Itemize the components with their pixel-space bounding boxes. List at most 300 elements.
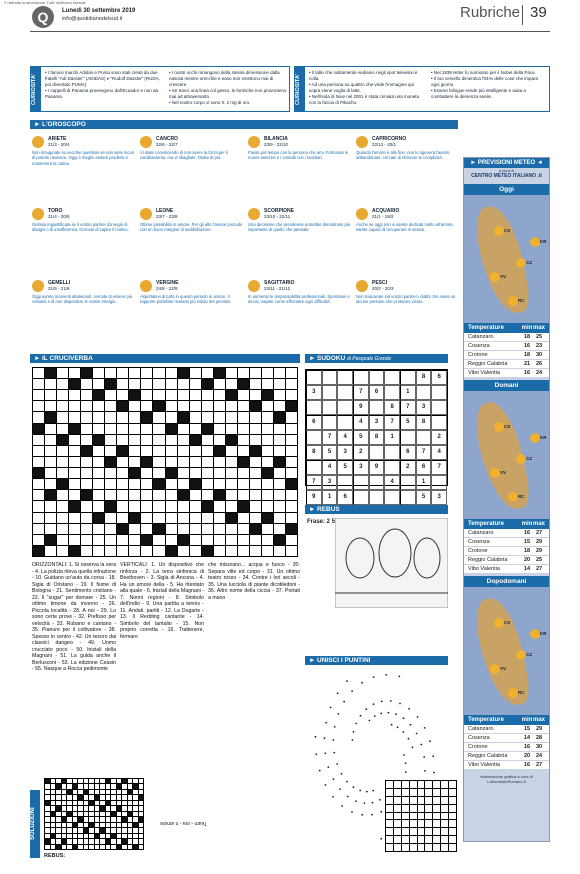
crossword-cell[interactable] — [45, 390, 56, 400]
crossword-cell[interactable] — [153, 524, 164, 534]
crossword-cell[interactable] — [153, 424, 164, 434]
crossword-cell[interactable] — [178, 424, 189, 434]
puzzle-dot[interactable] — [351, 811, 353, 813]
crossword-cell[interactable] — [226, 424, 237, 434]
crossword-cell[interactable] — [286, 446, 297, 456]
crossword-cell[interactable] — [81, 368, 92, 378]
crossword-cell[interactable] — [141, 368, 152, 378]
crossword-cell[interactable] — [57, 535, 68, 545]
puzzle-dot[interactable] — [315, 753, 317, 755]
crossword-cell[interactable] — [214, 379, 225, 389]
sudoku-cell[interactable]: 8 — [416, 415, 432, 430]
crossword-cell[interactable] — [166, 479, 177, 489]
crossword-cell[interactable] — [190, 524, 201, 534]
crossword-cell[interactable] — [129, 468, 140, 478]
crossword-cell[interactable] — [286, 424, 297, 434]
crossword-cell[interactable] — [141, 535, 152, 545]
sudoku-cell[interactable] — [369, 370, 385, 385]
crossword-cell[interactable] — [117, 501, 128, 511]
crossword-cell[interactable] — [190, 535, 201, 545]
puzzle-dot[interactable] — [397, 726, 399, 728]
puzzle-dot[interactable] — [346, 781, 348, 783]
crossword-cell[interactable] — [129, 513, 140, 523]
puzzle-dot[interactable] — [373, 703, 375, 705]
puzzle-dot[interactable] — [429, 740, 431, 742]
crossword-cell[interactable] — [57, 546, 68, 556]
sudoku-cell[interactable]: 9 — [353, 400, 369, 415]
puzzle-dot[interactable] — [332, 796, 334, 798]
crossword-cell[interactable] — [153, 390, 164, 400]
crossword-cell[interactable] — [81, 457, 92, 467]
puzzle-dot[interactable] — [319, 770, 321, 772]
crossword-cell[interactable] — [202, 524, 213, 534]
crossword-cell[interactable] — [190, 412, 201, 422]
crossword-cell[interactable] — [117, 490, 128, 500]
crossword-cell[interactable] — [129, 412, 140, 422]
crossword-cell[interactable] — [129, 446, 140, 456]
sudoku-cell[interactable]: 2 — [353, 445, 369, 460]
puzzle-dot[interactable] — [333, 778, 335, 780]
crossword-cell[interactable] — [105, 368, 116, 378]
puzzle-dot[interactable] — [372, 790, 374, 792]
crossword-cell[interactable] — [262, 412, 273, 422]
crossword-cell[interactable] — [202, 412, 213, 422]
crossword-cell[interactable] — [69, 490, 80, 500]
crossword-cell[interactable] — [105, 468, 116, 478]
sudoku-cell[interactable] — [384, 445, 400, 460]
sudoku-cell[interactable]: 7 — [431, 460, 447, 475]
crossword-cell[interactable] — [286, 390, 297, 400]
puzzle-dot[interactable] — [399, 703, 401, 705]
crossword-cell[interactable] — [81, 412, 92, 422]
crossword-cell[interactable] — [129, 501, 140, 511]
crossword-cell[interactable] — [141, 424, 152, 434]
puzzle-dot[interactable] — [380, 713, 382, 715]
sudoku-cell[interactable]: 8 — [369, 430, 385, 445]
crossword-cell[interactable] — [214, 513, 225, 523]
crossword-cell[interactable] — [250, 457, 261, 467]
puzzle-dot[interactable] — [366, 791, 368, 793]
crossword-cell[interactable] — [105, 446, 116, 456]
crossword-cell[interactable] — [117, 379, 128, 389]
crossword-cell[interactable] — [226, 513, 237, 523]
sudoku-cell[interactable] — [384, 385, 400, 400]
crossword-cell[interactable] — [129, 379, 140, 389]
crossword-cell[interactable] — [81, 501, 92, 511]
puzzle-dot[interactable] — [346, 680, 348, 682]
crossword-cell[interactable] — [178, 412, 189, 422]
crossword-cell[interactable] — [141, 501, 152, 511]
crossword-cell[interactable] — [214, 490, 225, 500]
puzzle-dot[interactable] — [351, 690, 353, 692]
sudoku-cell[interactable] — [337, 475, 353, 490]
crossword-cell[interactable] — [166, 412, 177, 422]
crossword-cell[interactable] — [45, 401, 56, 411]
newspaper-logo[interactable]: Q — [32, 6, 54, 28]
crossword-cell[interactable] — [33, 424, 44, 434]
puzzle-dot[interactable] — [333, 739, 335, 741]
sudoku-cell[interactable]: 7 — [353, 385, 369, 400]
crossword-cell[interactable] — [262, 479, 273, 489]
crossword-cell[interactable] — [93, 368, 104, 378]
crossword-cell[interactable] — [226, 435, 237, 445]
crossword-cell[interactable] — [226, 479, 237, 489]
crossword-cell[interactable] — [166, 424, 177, 434]
crossword-cell[interactable] — [81, 468, 92, 478]
crossword-cell[interactable] — [166, 401, 177, 411]
crossword-cell[interactable] — [153, 513, 164, 523]
crossword-cell[interactable] — [129, 401, 140, 411]
crossword-cell[interactable] — [69, 501, 80, 511]
sudoku-cell[interactable]: 5 — [337, 460, 353, 475]
crossword-cell[interactable] — [202, 501, 213, 511]
sudoku-cell[interactable] — [306, 370, 322, 385]
crossword-cell[interactable] — [226, 390, 237, 400]
puzzle-dot[interactable] — [330, 707, 332, 709]
crossword-cell[interactable] — [202, 546, 213, 556]
sudoku-cell[interactable]: 3 — [306, 385, 322, 400]
crossword-cell[interactable] — [286, 490, 297, 500]
crossword-cell[interactable] — [238, 435, 249, 445]
crossword-cell[interactable] — [190, 501, 201, 511]
puzzle-dot[interactable] — [388, 712, 390, 714]
puzzle-dot[interactable] — [405, 771, 407, 773]
sudoku-cell[interactable]: 6 — [306, 415, 322, 430]
crossword-cell[interactable] — [178, 457, 189, 467]
crossword-cell[interactable] — [69, 412, 80, 422]
crossword-cell[interactable] — [105, 513, 116, 523]
sudoku-cell[interactable]: 3 — [431, 490, 447, 505]
crossword-cell[interactable] — [153, 546, 164, 556]
crossword-cell[interactable] — [33, 468, 44, 478]
crossword-cell[interactable] — [45, 490, 56, 500]
puzzle-dot[interactable] — [353, 786, 355, 788]
crossword-cell[interactable] — [33, 535, 44, 545]
sudoku-cell[interactable] — [337, 400, 353, 415]
crossword-cell[interactable] — [105, 390, 116, 400]
sudoku-cell[interactable] — [384, 460, 400, 475]
crossword-cell[interactable] — [69, 524, 80, 534]
crossword-cell[interactable] — [129, 546, 140, 556]
crossword-cell[interactable] — [93, 513, 104, 523]
crossword-cell[interactable] — [153, 457, 164, 467]
sudoku-cell[interactable]: 4 — [384, 475, 400, 490]
crossword-cell[interactable] — [57, 401, 68, 411]
sudoku-cell[interactable] — [400, 430, 416, 445]
crossword-cell[interactable] — [45, 546, 56, 556]
crossword-cell[interactable] — [286, 535, 297, 545]
crossword-cell[interactable] — [262, 401, 273, 411]
crossword-cell[interactable] — [69, 479, 80, 489]
crossword-cell[interactable] — [214, 501, 225, 511]
puzzle-dot[interactable] — [391, 724, 393, 726]
puzzle-dot[interactable] — [364, 802, 366, 804]
crossword-cell[interactable] — [45, 457, 56, 467]
puzzle-dot[interactable] — [315, 736, 317, 738]
crossword-cell[interactable] — [226, 446, 237, 456]
crossword-cell[interactable] — [286, 379, 297, 389]
crossword-cell[interactable] — [33, 457, 44, 467]
crossword-cell[interactable] — [45, 446, 56, 456]
puzzle-dot[interactable] — [355, 800, 357, 802]
sudoku-cell[interactable]: 8 — [306, 445, 322, 460]
crossword-cell[interactable] — [117, 412, 128, 422]
sudoku-cell[interactable] — [353, 475, 369, 490]
crossword-cell[interactable] — [178, 435, 189, 445]
crossword-cell[interactable] — [202, 379, 213, 389]
crossword-cell[interactable] — [93, 535, 104, 545]
sudoku-cell[interactable]: 8 — [416, 370, 432, 385]
crossword-cell[interactable] — [178, 513, 189, 523]
crossword-cell[interactable] — [81, 446, 92, 456]
crossword-cell[interactable] — [214, 401, 225, 411]
crossword-cell[interactable] — [105, 412, 116, 422]
crossword-cell[interactable] — [117, 368, 128, 378]
crossword-cell[interactable] — [166, 379, 177, 389]
crossword-cell[interactable] — [129, 490, 140, 500]
crossword-cell[interactable] — [238, 379, 249, 389]
crossword-cell[interactable] — [226, 468, 237, 478]
crossword-cell[interactable] — [105, 379, 116, 389]
crossword-cell[interactable] — [238, 546, 249, 556]
crossword-cell[interactable] — [214, 368, 225, 378]
crossword-cell[interactable] — [250, 546, 261, 556]
crossword-cell[interactable] — [57, 524, 68, 534]
puzzle-dot[interactable] — [339, 788, 341, 790]
crossword-cell[interactable] — [238, 446, 249, 456]
crossword-cell[interactable] — [57, 435, 68, 445]
crossword-cell[interactable] — [238, 412, 249, 422]
crossword-cell[interactable] — [81, 479, 92, 489]
crossword-cell[interactable] — [274, 390, 285, 400]
crossword-cell[interactable] — [178, 468, 189, 478]
crossword-cell[interactable] — [81, 401, 92, 411]
crossword-cell[interactable] — [214, 390, 225, 400]
puzzle-dot[interactable] — [360, 715, 362, 717]
crossword-cell[interactable] — [226, 501, 237, 511]
sudoku-cell[interactable] — [431, 400, 447, 415]
puzzle-dot[interactable] — [361, 682, 363, 684]
crossword-cell[interactable] — [117, 546, 128, 556]
crossword-cell[interactable] — [214, 446, 225, 456]
sudoku-cell[interactable]: 1 — [400, 385, 416, 400]
puzzle-dot[interactable] — [337, 692, 339, 694]
crossword-cell[interactable] — [153, 501, 164, 511]
crossword-cell[interactable] — [69, 390, 80, 400]
crossword-cell[interactable] — [262, 435, 273, 445]
sudoku-cell[interactable]: 2 — [431, 430, 447, 445]
crossword-cell[interactable] — [141, 513, 152, 523]
crossword-cell[interactable] — [262, 446, 273, 456]
crossword-cell[interactable] — [33, 546, 44, 556]
puzzle-dot[interactable] — [403, 754, 405, 756]
puzzle-dot[interactable] — [416, 733, 418, 735]
crossword-cell[interactable] — [286, 412, 297, 422]
crossword-cell[interactable] — [214, 468, 225, 478]
sudoku-cell[interactable]: 6 — [431, 370, 447, 385]
sudoku-cell[interactable] — [384, 370, 400, 385]
crossword-cell[interactable] — [141, 390, 152, 400]
sudoku-cell[interactable] — [400, 370, 416, 385]
crossword-cell[interactable] — [33, 390, 44, 400]
crossword-cell[interactable] — [274, 412, 285, 422]
puzzle-dot[interactable] — [381, 701, 383, 703]
crossword-cell[interactable] — [45, 368, 56, 378]
crossword-cell[interactable] — [117, 446, 128, 456]
crossword-cell[interactable] — [105, 435, 116, 445]
puzzle-dot[interactable] — [379, 799, 381, 801]
crossword-cell[interactable] — [238, 535, 249, 545]
crossword-cell[interactable] — [166, 524, 177, 534]
sudoku-cell[interactable] — [416, 430, 432, 445]
puzzle-dot[interactable] — [341, 773, 343, 775]
puzzle-dot[interactable] — [374, 715, 376, 717]
crossword-cell[interactable] — [105, 479, 116, 489]
puzzle-dot[interactable] — [408, 738, 410, 740]
crossword-cell[interactable] — [274, 513, 285, 523]
crossword-cell[interactable] — [69, 401, 80, 411]
crossword-cell[interactable] — [286, 401, 297, 411]
crossword-cell[interactable] — [190, 401, 201, 411]
puzzle-dot[interactable] — [432, 755, 434, 757]
crossword-cell[interactable] — [262, 368, 273, 378]
puzzle-dot[interactable] — [372, 802, 374, 804]
sudoku-cell[interactable] — [431, 415, 447, 430]
sudoku-cell[interactable]: 7 — [384, 415, 400, 430]
crossword-cell[interactable] — [274, 535, 285, 545]
crossword-cell[interactable] — [81, 524, 92, 534]
crossword-cell[interactable] — [262, 424, 273, 434]
puzzle-dot[interactable] — [420, 744, 422, 746]
crossword-cell[interactable] — [141, 412, 152, 422]
crossword-cell[interactable] — [262, 524, 273, 534]
sudoku-cell[interactable] — [353, 370, 369, 385]
crossword-cell[interactable] — [129, 390, 140, 400]
puzzle-dot[interactable] — [424, 727, 426, 729]
sudoku-cell[interactable] — [431, 385, 447, 400]
crossword-cell[interactable] — [250, 368, 261, 378]
crossword-cell[interactable] — [178, 379, 189, 389]
sudoku-cell[interactable]: 2 — [400, 460, 416, 475]
crossword-cell[interactable] — [190, 468, 201, 478]
puzzle-dot[interactable] — [412, 747, 414, 749]
crossword-cell[interactable] — [105, 424, 116, 434]
crossword-cell[interactable] — [250, 412, 261, 422]
crossword-cell[interactable] — [69, 446, 80, 456]
crossword-cell[interactable] — [250, 490, 261, 500]
crossword-cell[interactable] — [129, 435, 140, 445]
crossword-cell[interactable] — [69, 546, 80, 556]
crossword-cell[interactable] — [45, 513, 56, 523]
crossword-cell[interactable] — [69, 424, 80, 434]
crossword-cell[interactable] — [250, 524, 261, 534]
crossword-cell[interactable] — [93, 501, 104, 511]
crossword-cell[interactable] — [286, 501, 297, 511]
sudoku-cell[interactable] — [369, 400, 385, 415]
crossword-cell[interactable] — [238, 457, 249, 467]
contact-email[interactable]: info@quotidianodelsud.it — [62, 16, 123, 22]
puzzle-dot[interactable] — [325, 784, 327, 786]
crossword-cell[interactable] — [141, 546, 152, 556]
puzzle-dot[interactable] — [403, 731, 405, 733]
sudoku-cell[interactable]: 3 — [322, 475, 338, 490]
sudoku-cell[interactable]: 6 — [416, 460, 432, 475]
sudoku-cell[interactable]: 3 — [369, 415, 385, 430]
crossword-cell[interactable] — [262, 390, 273, 400]
crossword-cell[interactable] — [117, 390, 128, 400]
crossword-cell[interactable] — [117, 401, 128, 411]
crossword-cell[interactable] — [166, 446, 177, 456]
crossword-cell[interactable] — [262, 490, 273, 500]
puzzle-dot[interactable] — [390, 700, 392, 702]
sudoku-cell[interactable]: 3 — [337, 445, 353, 460]
sudoku-cell[interactable]: 1 — [384, 430, 400, 445]
sudoku-cell[interactable] — [322, 385, 338, 400]
crossword-cell[interactable] — [202, 479, 213, 489]
crossword-cell[interactable] — [33, 435, 44, 445]
crossword-cell[interactable] — [153, 368, 164, 378]
crossword-cell[interactable] — [81, 424, 92, 434]
crossword-cell[interactable] — [117, 524, 128, 534]
sudoku-cell[interactable]: 4 — [431, 445, 447, 460]
puzzle-dot[interactable] — [380, 838, 382, 840]
crossword-cell[interactable] — [141, 490, 152, 500]
crossword-cell[interactable] — [105, 490, 116, 500]
sudoku-cell[interactable] — [322, 400, 338, 415]
sudoku-cell[interactable]: 3 — [353, 460, 369, 475]
crossword-cell[interactable] — [190, 479, 201, 489]
crossword-cell[interactable] — [153, 479, 164, 489]
crossword-cell[interactable] — [129, 424, 140, 434]
sudoku-cell[interactable]: 6 — [369, 385, 385, 400]
sudoku-cell[interactable]: 5 — [353, 430, 369, 445]
crossword-cell[interactable] — [117, 535, 128, 545]
puzzle-dot[interactable] — [405, 762, 407, 764]
sudoku-cell[interactable] — [384, 490, 400, 505]
crossword-cell[interactable] — [274, 490, 285, 500]
crossword-cell[interactable] — [274, 446, 285, 456]
sudoku-cell[interactable] — [369, 475, 385, 490]
crossword-cell[interactable] — [190, 368, 201, 378]
crossword-cell[interactable] — [153, 535, 164, 545]
crossword-cell[interactable] — [214, 424, 225, 434]
crossword-cell[interactable] — [190, 490, 201, 500]
crossword-cell[interactable] — [250, 468, 261, 478]
crossword-cell[interactable] — [45, 424, 56, 434]
crossword-cell[interactable] — [250, 390, 261, 400]
crossword-cell[interactable] — [81, 390, 92, 400]
puzzle-dot[interactable] — [424, 770, 426, 772]
crossword-cell[interactable] — [93, 457, 104, 467]
puzzle-dot[interactable] — [333, 752, 335, 754]
sudoku-cell[interactable]: 5 — [400, 415, 416, 430]
crossword-cell[interactable] — [57, 468, 68, 478]
crossword-cell[interactable] — [274, 368, 285, 378]
crossword-cell[interactable] — [274, 479, 285, 489]
sudoku-cell[interactable]: 3 — [416, 400, 432, 415]
crossword-cell[interactable] — [274, 468, 285, 478]
crossword-cell[interactable] — [166, 390, 177, 400]
crossword-cell[interactable] — [250, 479, 261, 489]
crossword-cell[interactable] — [202, 490, 213, 500]
crossword-cell[interactable] — [190, 513, 201, 523]
crossword-cell[interactable] — [141, 457, 152, 467]
sudoku-cell[interactable] — [400, 475, 416, 490]
crossword-cell[interactable] — [286, 457, 297, 467]
crossword-cell[interactable] — [33, 524, 44, 534]
crossword-cell[interactable] — [93, 446, 104, 456]
crossword-cell[interactable] — [190, 424, 201, 434]
